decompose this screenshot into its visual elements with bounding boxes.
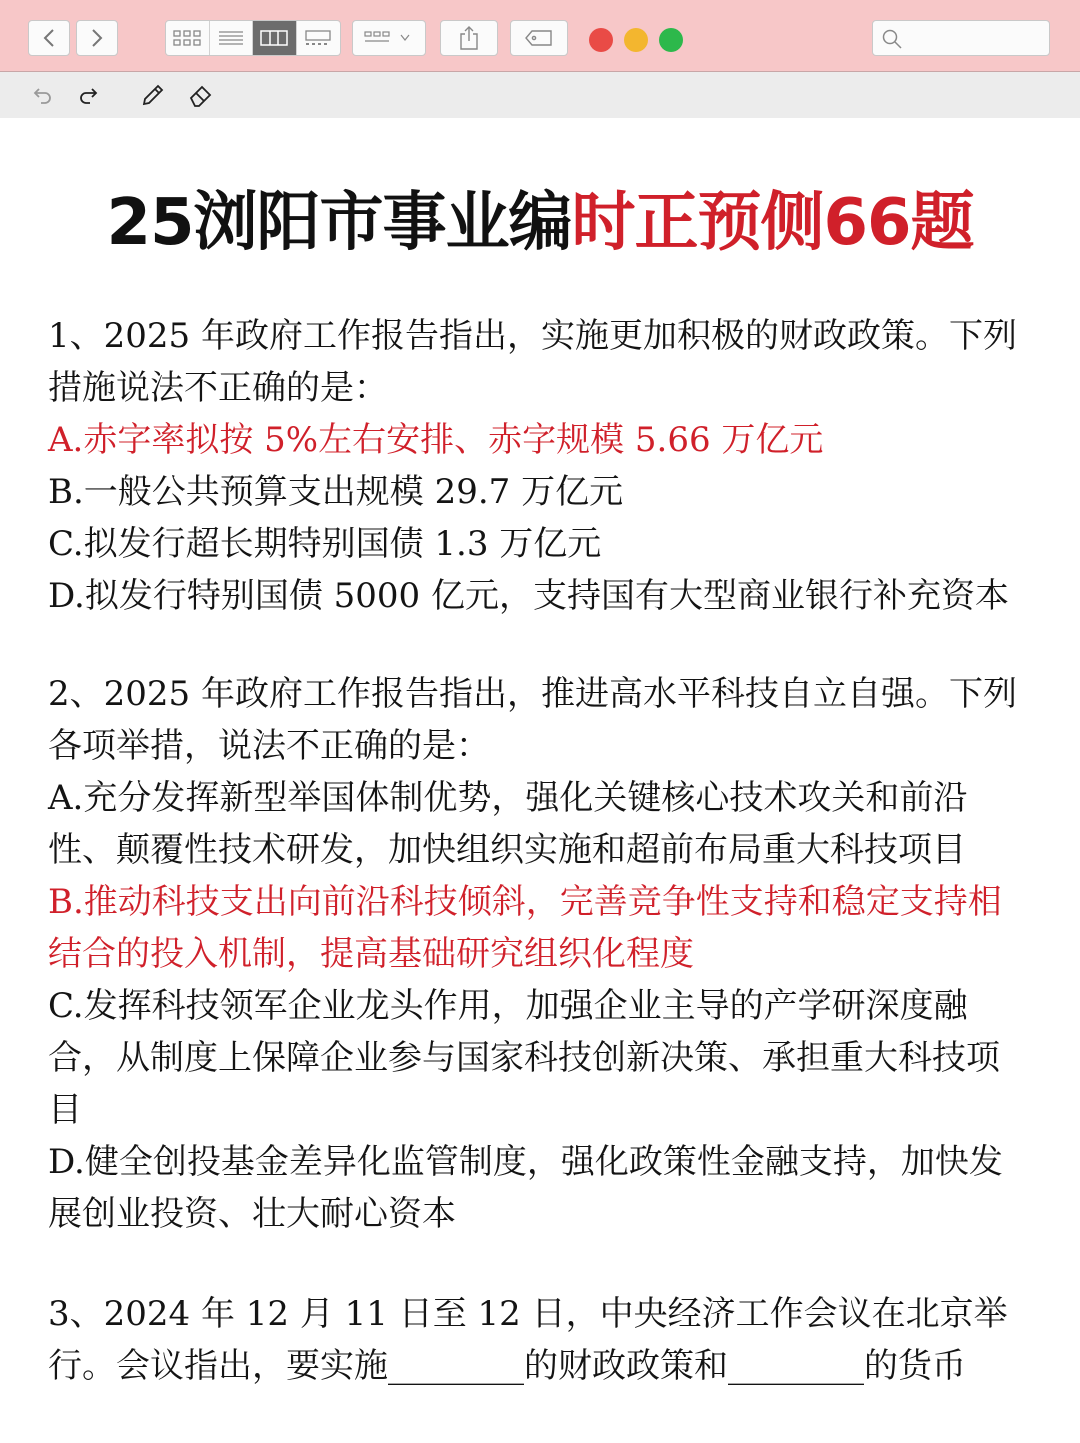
- text-line: 行。会议指出，要实施________的财政政策和________的货币: [48, 1346, 966, 1386]
- text-line: A.充分发挥新型举国体制优势，强化关键核心技术攻关和前沿: [48, 778, 968, 818]
- text-line: 措施说法不正确的是：: [48, 368, 388, 408]
- redo-button[interactable]: [73, 80, 103, 110]
- text-line: C.发挥科技领军企业龙头作用，加强企业主导的产学研深度融: [48, 986, 968, 1026]
- eraser-icon: [188, 82, 214, 108]
- pencil-icon: [140, 82, 166, 108]
- text-line: D.拟发行特别国债 5000 亿元，支持国有大型商业银行补充资本: [48, 576, 1009, 616]
- title-black-part: 25浏阳市事业编: [106, 186, 572, 260]
- eraser-button[interactable]: [186, 80, 216, 110]
- maximize-window-button[interactable]: [659, 28, 683, 52]
- list-view-icon: [218, 29, 244, 47]
- icon-view-button[interactable]: [166, 21, 210, 55]
- view-mode-segmented-control: [165, 20, 341, 56]
- close-window-button[interactable]: [589, 28, 613, 52]
- back-icon: [42, 28, 56, 48]
- text-line: 各项举措，说法不正确的是：: [48, 726, 490, 766]
- text-line: 合，从制度上保障企业参与国家科技创新决策、承担重大科技项: [48, 1038, 1000, 1078]
- minimize-window-button[interactable]: [624, 28, 648, 52]
- text-line: 展创业投资、壮大耐心资本: [48, 1194, 456, 1234]
- highlighted-answer-line: 结合的投入机制，提高基础研究组织化程度: [48, 934, 694, 974]
- list-view-button[interactable]: [210, 21, 254, 55]
- text-line: 性、颠覆性技术研发，加快组织实施和超前布局重大科技项目: [48, 830, 966, 870]
- tag-button[interactable]: [510, 20, 568, 56]
- highlighted-answer-line: B.推动科技支出向前沿科技倾斜，完善竞争性支持和稳定支持相: [48, 882, 1002, 922]
- share-button[interactable]: [440, 20, 498, 56]
- column-view-button[interactable]: [253, 21, 297, 55]
- gallery-view-button[interactable]: [297, 21, 340, 55]
- text-line: 3、2024 年 12 月 11 日至 12 日，中央经济工作会议在北京举: [48, 1294, 1008, 1334]
- text-line: 2、2025 年政府工作报告指出，推进高水平科技自立自强。下列: [48, 674, 1017, 714]
- pencil-button[interactable]: [138, 80, 168, 110]
- undo-button[interactable]: [28, 80, 58, 110]
- window-toolbar: [0, 0, 1080, 72]
- search-input[interactable]: [907, 25, 1047, 53]
- forward-icon: [90, 28, 104, 48]
- search-icon: [881, 28, 903, 50]
- tag-icon: [524, 29, 554, 47]
- highlighted-answer-line: A.赤字率拟按 5%左右安排、赤字规模 5.66 万亿元: [48, 420, 824, 460]
- text-line: B.一般公共预算支出规模 29.7 万亿元: [48, 472, 624, 512]
- undo-icon: [31, 83, 55, 107]
- document-title: [0, 178, 1080, 268]
- icon-view-icon: [172, 29, 202, 47]
- text-line: 1、2025 年政府工作报告指出，实施更加积极的财政政策。下列: [48, 316, 1017, 356]
- search-field[interactable]: [872, 20, 1050, 56]
- forward-button[interactable]: [76, 20, 118, 56]
- text-line: C.拟发行超长期特别国债 1.3 万亿元: [48, 524, 602, 564]
- back-button[interactable]: [28, 20, 70, 56]
- text-line: D.健全创投基金差异化监管制度，强化政策性金融支持，加快发: [48, 1142, 1003, 1182]
- redo-icon: [76, 83, 100, 107]
- title-red-part: 时正预侧66题: [571, 186, 974, 260]
- column-view-icon: [260, 29, 288, 47]
- text-line: 目: [48, 1090, 82, 1130]
- group-by-button[interactable]: [352, 20, 426, 56]
- group-by-icon: [363, 29, 415, 47]
- gallery-view-icon: [304, 29, 332, 47]
- share-icon: [458, 25, 480, 51]
